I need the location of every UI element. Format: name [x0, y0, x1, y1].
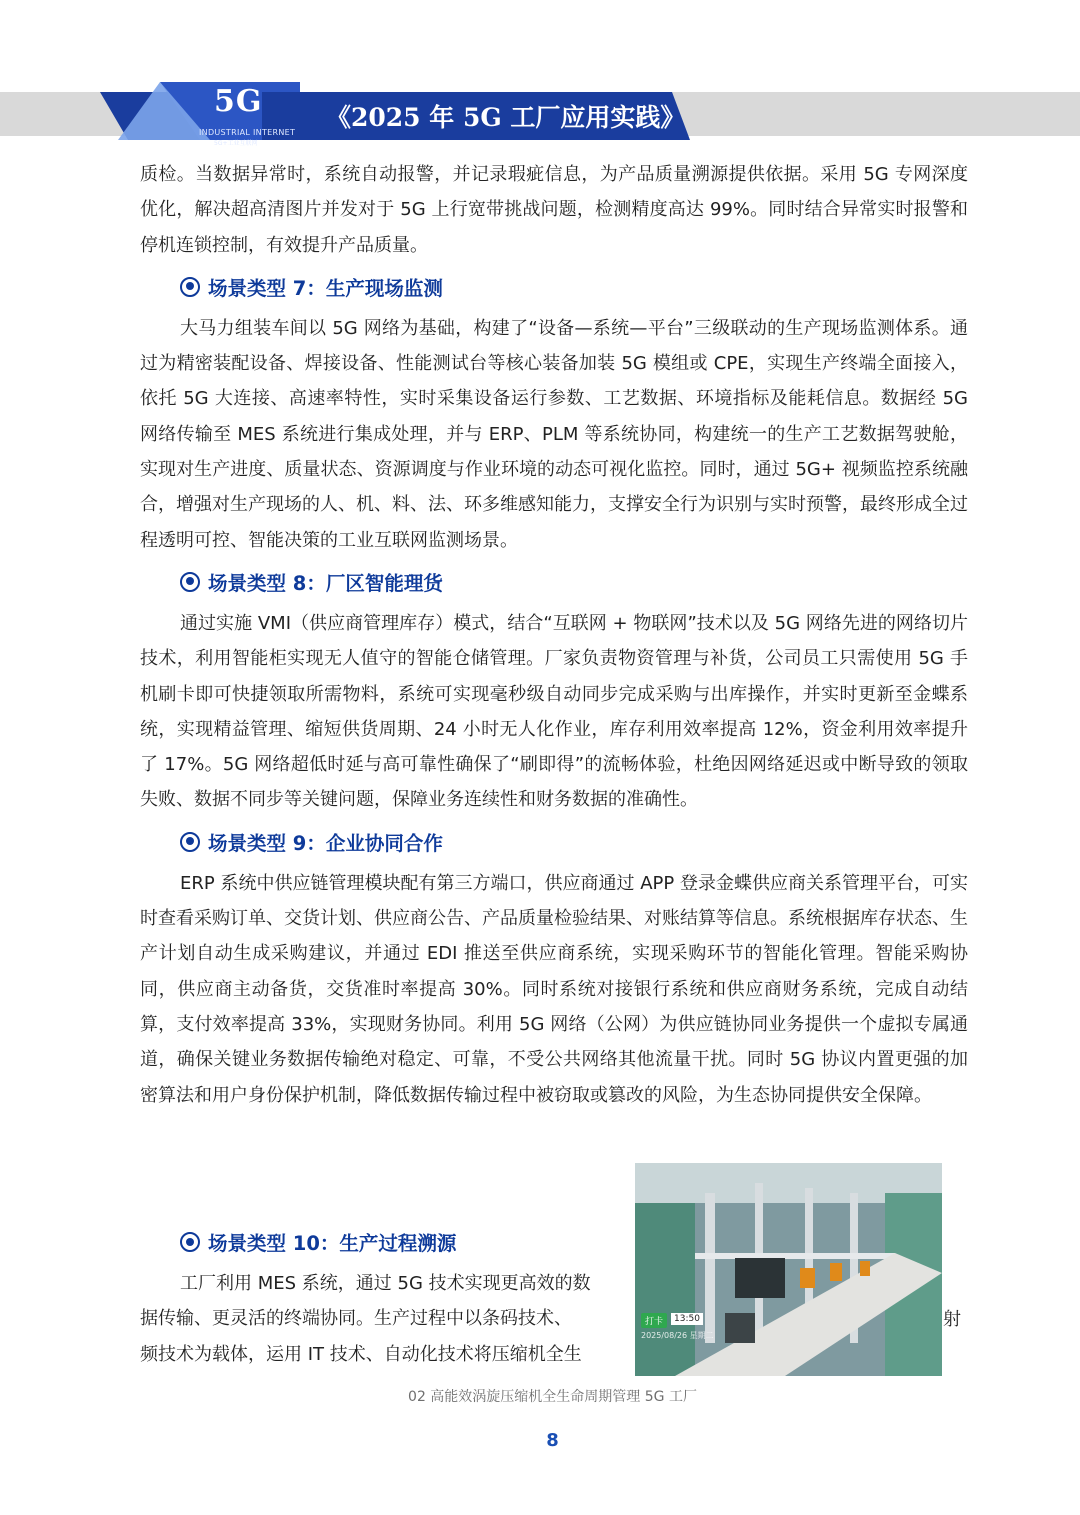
section-7-body: 大马力组装车间以 5G 网络为基础，构建了“设备—系统—平台”三级联动的生产现场监测体系。通过为精密装配设备、焊接设备、性能测试台等核心装备加装 5G 模组或 CPE，实现生产终端全面接入，依托 5G 大连接、高速率特性，实时采集设备运行参数、工艺数据、环境指标及能耗信息。数据经 5G 网络传输至 MES 系统进行集成处理，并与 ERP、PLM 等系统协同，构建统一的生产工艺数据驾驶舱，实现对生产进度、质量状态、资源调度与作业环境的动态可视化监控。同时，通过 5G+ 视频监控系统融合，增强对生产现场的人、机、料、法、环多维感知能力，支撑安全行为识别与实时预警，最终形成全过程透明可控、智能决策的工业互联网监测场景。	[140, 317, 968, 551]
section-9-title: 场景类型 9：企业协同合作	[208, 831, 443, 855]
checkin-date: 2025/08/26 星期二	[641, 1331, 714, 1340]
section-9-body: ERP 系统中供应链管理模块配有第三方端口，供应商通过 APP 登录金蝶供应商关系管理平台，可实时查看采购订单、交货计划、供应商公告、产品质量检验结果、对账结算等信息。系统根据库存状态、生产计划自动生成采购建议，并通过 EDI 推送至供应商系统，实现采购环节的智能化管理。智能采购协同，供应商主动备货，交货准时率提高 30%。同时系统对接银行系统和供应商财务系统，完成自动结算，支付效率提高 33%，实现财务协同。利用 5G 网络（公网）为供应链协同业务提供一个虚拟专属通道，确保关键业务数据传输绝对稳定、可靠，不受公共网络其他流量干扰。同时 5G 协议内置更强的加密算法和用户身份保护机制，降低数据传输过程中被窃取或篡改的风险，为生态协同提供安全保障。	[140, 872, 968, 1106]
section-8-body: 通过实施 VMI（供应商管理库存）模式，结合“互联网 + 物联网”技术以及 5G 网络先进的网络切片技术，利用智能柜实现无人值守的智能仓储管理。厂家负责物资管理与补货，公司员工只需使用 5G 手机刷卡即可快捷领取所需物料，系统可实现毫秒级自动同步完成采购与出库操作，并实时更新至金蝶系统，实现精益管理、缩短供货周期、24 小时无人化作业，库存利用效率提高 12%，资金利用效率提升了 17%。5G 网络超低时延与高可靠性确保了“刷即得”的流畅体验，杜绝因网络延迟或中断导致的领取失败、数据不同步等关键问题，保障业务连续性和财务数据的准确性。	[140, 612, 968, 811]
main-content	[140, 157, 968, 1113]
section-10-line: 工厂利用 MES 系统，通过 5G 技术实现更高效的数	[180, 1273, 591, 1294]
section-10-title: 场景类型 10：生产过程溯源	[208, 1232, 457, 1255]
section-10-line: 频技术为载体，运用 IT 技术、自动化技术将压缩机全生	[140, 1343, 582, 1365]
section-8-title: 场景类型 8：厂区智能理货	[208, 571, 443, 595]
checkin-time: 13:50	[671, 1313, 703, 1325]
figure-caption: 02 高能效涡旋压缩机全生命周期管理 5G 工厂	[408, 1389, 697, 1405]
factory-photo-illustration	[635, 1163, 942, 1376]
target-bullet-icon	[180, 572, 200, 592]
page-number: 8	[546, 1430, 559, 1451]
target-bullet-icon	[180, 832, 200, 852]
target-bullet-icon	[180, 1232, 200, 1252]
section-10-continuation: 射	[943, 1309, 961, 1330]
section-9-heading	[180, 818, 968, 866]
section-7-heading	[180, 263, 968, 311]
section-7-title: 场景类型 7：生产现场监测	[208, 276, 443, 300]
checkin-badge: 打卡	[641, 1313, 667, 1328]
logo-5g: 5G	[214, 84, 263, 119]
logo-subtitle-cn: 5G+工业互联网	[214, 140, 258, 147]
section-10-line: 据传输、更灵活的终端协同。生产过程中以条码技术、	[140, 1308, 572, 1330]
section-8-heading	[180, 558, 968, 606]
target-bullet-icon	[180, 277, 200, 297]
factory-photo	[635, 1163, 942, 1376]
document-title: 《2025 年 5G 工厂应用实践》	[326, 103, 686, 132]
intro-paragraph: 质检。当数据异常时，系统自动报警，并记录瑕疵信息，为产品质量溯源提供依据。采用 5G 专网深度优化，解决超高清图片并发对于 5G 上行宽带挑战问题，检测精度高达 99%。同时结合异常实时报警和停机连锁控制，有效提升产品质量。	[140, 164, 968, 256]
logo-subtitle-en: INDUSTRIAL INTERNET	[199, 128, 296, 137]
